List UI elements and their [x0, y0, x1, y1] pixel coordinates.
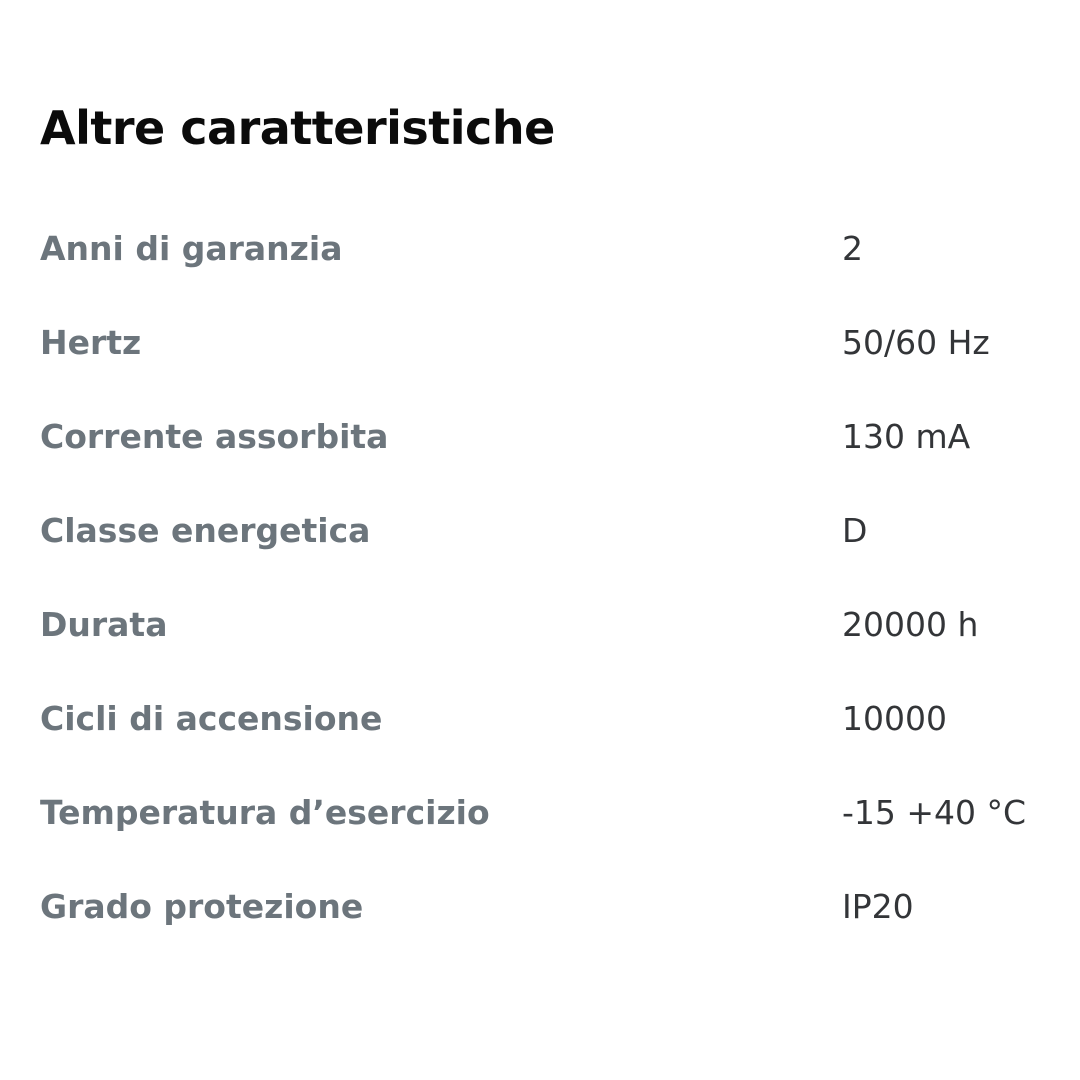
- spec-value: IP20: [842, 887, 914, 926]
- spec-row-operating-temperature: [40, 766, 1050, 860]
- spec-value: 2: [842, 229, 863, 268]
- spec-row-switch-cycles: [40, 672, 1050, 766]
- spec-row-current: [40, 390, 1050, 484]
- spec-row-duration: [40, 578, 1050, 672]
- spec-value: 130 mA: [842, 417, 971, 456]
- section-title: Altre caratteristiche: [40, 101, 555, 155]
- spec-value: 20000 h: [842, 605, 979, 644]
- spec-label: Classe energetica: [40, 511, 371, 550]
- spec-value: D: [842, 511, 868, 550]
- spec-label: Corrente assorbita: [40, 417, 389, 456]
- spec-label: Hertz: [40, 323, 142, 362]
- spec-label: Grado protezione: [40, 887, 364, 926]
- spec-value: -15 +40 °C: [842, 793, 1027, 832]
- spec-label: Durata: [40, 605, 168, 644]
- spec-value: 10000: [842, 699, 947, 738]
- spec-label: Temperatura d’esercizio: [40, 793, 490, 832]
- spec-label: Anni di garanzia: [40, 229, 343, 268]
- spec-value: 50/60 Hz: [842, 323, 990, 362]
- spec-row-warranty: [40, 202, 1050, 296]
- specs-list: [40, 202, 1050, 954]
- spec-row-protection-grade: [40, 860, 1050, 954]
- spec-row-energy-class: [40, 484, 1050, 578]
- spec-label: Cicli di accensione: [40, 699, 383, 738]
- spec-row-hertz: [40, 296, 1050, 390]
